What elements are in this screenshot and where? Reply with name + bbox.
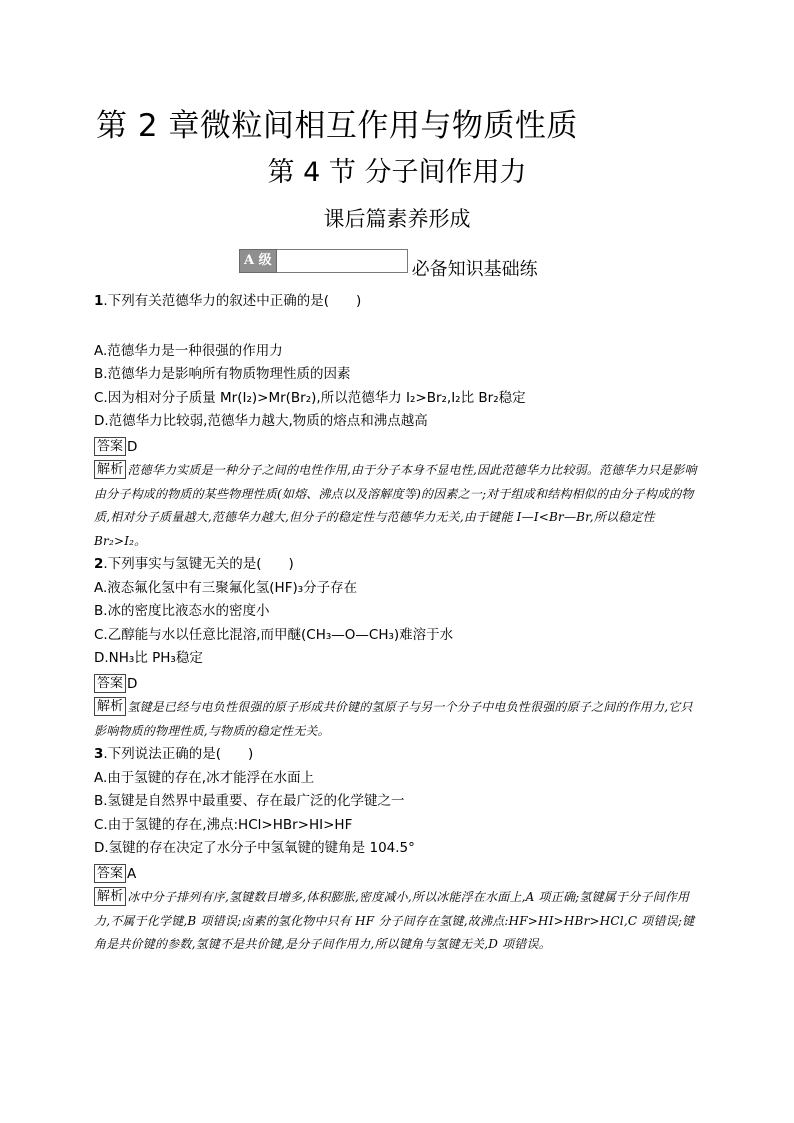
question-text: .下列事实与氢键无关的是( ) bbox=[103, 556, 294, 572]
answer-value: D bbox=[127, 675, 138, 692]
answer-tag: 答案 bbox=[94, 674, 126, 693]
level-badge: A 级 bbox=[239, 249, 277, 273]
answer-value: D bbox=[127, 438, 138, 455]
answer-line bbox=[94, 863, 704, 887]
section-title: 第 4 节 分子间作用力 bbox=[267, 157, 527, 188]
option-d: D.范德华力比较弱,范德华力越大,物质的熔点和沸点越高 bbox=[94, 413, 428, 429]
option-d: D.氢键的存在决定了水分子中氢氧键的键角是 104.5° bbox=[94, 840, 415, 856]
question-1 bbox=[94, 290, 704, 553]
answer-tag: 答案 bbox=[94, 864, 126, 883]
question-3 bbox=[94, 743, 704, 957]
level-blank-box bbox=[277, 249, 408, 273]
question-number: 3 bbox=[94, 746, 104, 762]
analysis-tag: 解析 bbox=[94, 697, 126, 716]
analysis-line bbox=[94, 886, 704, 957]
option-b: B.氢键是自然界中最重要、存在最广泛的化学键之一 bbox=[94, 793, 405, 809]
answer-value: A bbox=[127, 865, 137, 882]
analysis-line bbox=[94, 696, 704, 743]
question-list bbox=[94, 290, 704, 957]
option-b: B.冰的密度比液态水的密度小 bbox=[94, 603, 270, 619]
option-c: C.由于氢键的存在,沸点:HCl>HBr>HI>HF bbox=[94, 816, 353, 833]
analysis-text: 氢键是已经与电负性很强的原子形成共价键的氢原子与另一个分子中电负性很强的原子之间的作用力,它只影响物质的物理性质,与物质的稳定性无关。 bbox=[94, 700, 693, 738]
level-header bbox=[239, 249, 538, 280]
answer-line bbox=[94, 436, 704, 460]
sub-title: 课后篇素养形成 bbox=[323, 207, 471, 231]
analysis-text: 范德华力实质是一种分子之间的电性作用,由于分子本身不显电性,因此范德华力比较弱。范德华力只是影响由分子构成的物质的某些物理性质(如熔、沸点以及溶解度等)的因素之一;对于组成和结构相似的由分子构成的物质,相对分子质量越大,范德华力越大,但分子的稳定性与范德华力无关,由于键能 I—I<Br—Br,所以稳定性 Br₂>I₂。 bbox=[94, 463, 697, 548]
option-d: D.NH₃比 PH₃稳定 bbox=[94, 650, 203, 666]
analysis-text: 冰中分子排列有序,氢键数目增多,体积膨胀,密度减小,所以冰能浮在水面上,A 项正确;氢键属于分子间作用力,不属于化学键,B 项错误;卤素的氢化物中只有 HF 分子间存在氢键,故沸点:HF>HI>HBr>HCl,C 项错误;键角是共价键的参数,氢键不是共价键,是分子间作用力,所以键角与氢键无关,D 项错误。 bbox=[94, 890, 695, 951]
option-a: A.范德华力是一种很强的作用力 bbox=[94, 342, 283, 359]
analysis-line bbox=[94, 459, 704, 553]
answer-line bbox=[94, 673, 704, 697]
question-number: 1 bbox=[94, 293, 104, 309]
question-text: .下列有关范德华力的叙述中正确的是( ) bbox=[103, 293, 362, 309]
question-2 bbox=[94, 553, 704, 743]
answer-tag: 答案 bbox=[94, 437, 126, 456]
analysis-tag: 解析 bbox=[94, 460, 126, 479]
question-stem bbox=[94, 743, 704, 767]
level-text: 必备知识基础练 bbox=[411, 259, 538, 280]
question-text: .下列说法正确的是( ) bbox=[103, 746, 254, 762]
analysis-tag: 解析 bbox=[94, 887, 126, 906]
option-b: B.范德华力是影响所有物质物理性质的因素 bbox=[94, 366, 351, 382]
chapter-title: 第 2 章微粒间相互作用与物质性质 bbox=[96, 108, 578, 144]
option-c: C.因为相对分子质量 Mr(I₂)>Mr(Br₂),所以范德华力 I₂>Br₂,I₂比 Br₂稳定 bbox=[94, 389, 526, 406]
question-stem bbox=[94, 553, 704, 577]
option-c: C.乙醇能与水以任意比混溶,而甲醚(CH₃—O—CH₃)难溶于水 bbox=[94, 626, 454, 643]
question-stem bbox=[94, 290, 704, 314]
option-a: A.液态氟化氢中有三聚氟化氢(HF)₃分子存在 bbox=[94, 579, 358, 596]
question-number: 2 bbox=[94, 556, 104, 572]
option-a: A.由于氢键的存在,冰才能浮在水面上 bbox=[94, 769, 315, 786]
